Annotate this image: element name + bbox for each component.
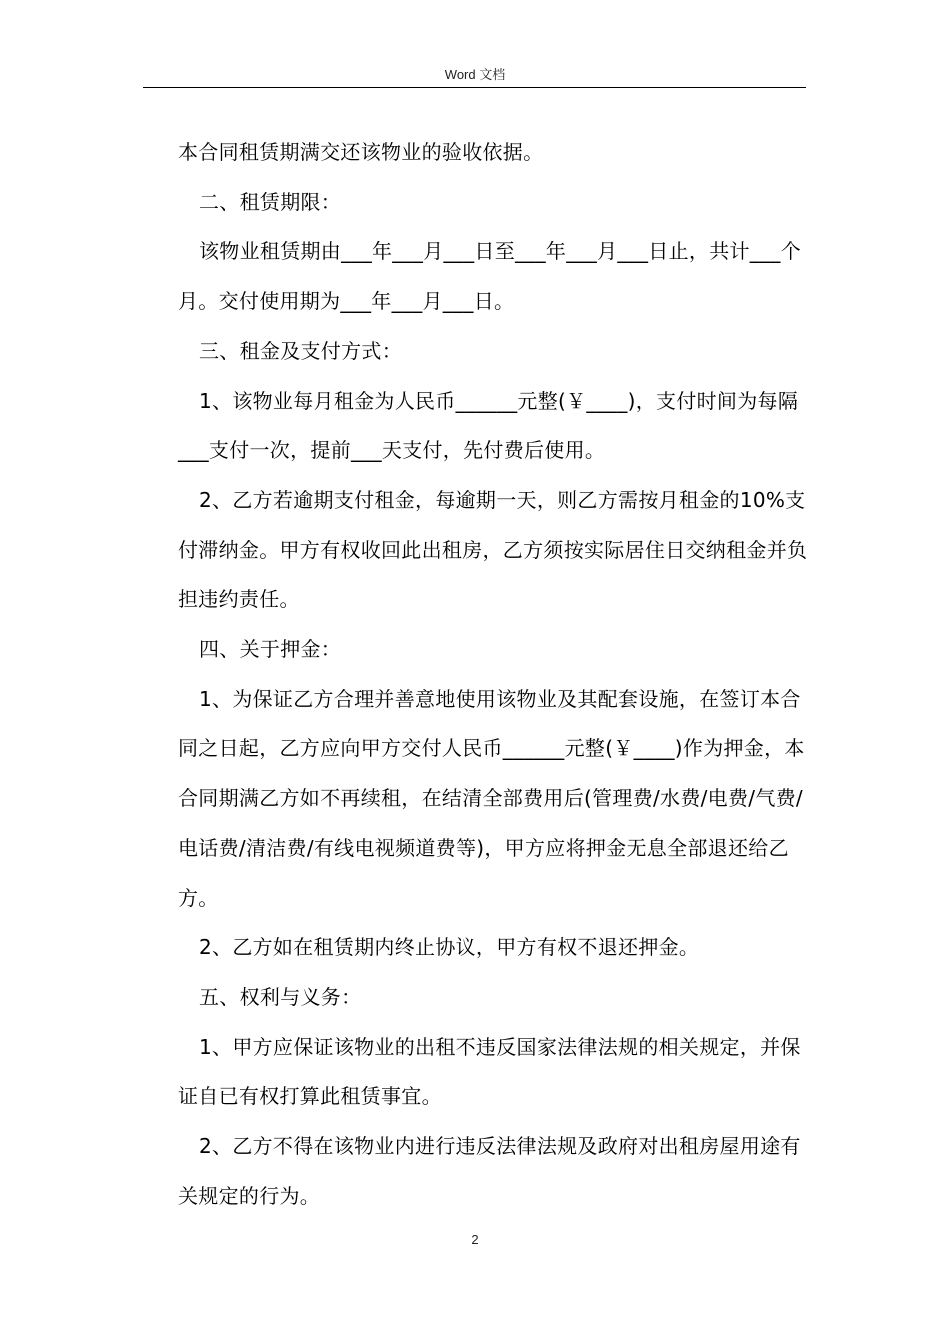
section-heading: 三、租金及支付方式： xyxy=(199,338,402,363)
header-divider xyxy=(143,87,806,88)
section-heading: 二、租赁期限： xyxy=(199,189,342,214)
paragraph: 2、乙方若逾期支付租金，每逾期一天，则乙方需按月租金的10%支付滞纳金。甲方有权收回此出租房，乙方须按实际居住日交纳租金并负担违约责任。 xyxy=(178,487,808,612)
page-header: Word 文档 xyxy=(444,67,506,82)
section-heading: 四、关于押金： xyxy=(199,637,342,662)
document-body xyxy=(178,128,808,1221)
paragraph: 2、乙方不得在该物业内进行违反法律法规及政府对出租房屋用途有关规定的行为。 xyxy=(178,1134,801,1208)
paragraph: 1、该物业每月租金为人民币______元整(￥____)，支付时间为每隔___支付一次，提前___天支付，先付费后使用。 xyxy=(178,388,799,463)
page-number: 2 xyxy=(471,1232,479,1247)
section-heading: 五、权利与义务： xyxy=(199,984,362,1009)
paragraph: 1、为保证乙方合理并善意地使用该物业及其配套设施，在签订本合同之日起，乙方应向甲方交付人民币______元整(￥____)作为押金，本合同期满乙方如不再续租，在结清全部费用后(管理费/水费/电费/气费/电话费/清洁费/有线电视频道费等)，甲方应将押金无息全部退还给乙方。 xyxy=(178,686,805,910)
paragraph: 2、乙方如在租赁期内终止协议，甲方有权不退还押金。 xyxy=(199,935,700,960)
paragraph: 1、甲方应保证该物业的出租不违反国家法律法规的相关规定，并保证自已有权打算此租赁事宜。 xyxy=(178,1034,801,1109)
paragraph: 本合同租赁期满交还该物业的验收依据。 xyxy=(178,140,544,164)
paragraph: 该物业租赁期由___年___月___日至___年___月___日止，共计___个月。交付使用期为___年___月___日。 xyxy=(178,239,801,314)
